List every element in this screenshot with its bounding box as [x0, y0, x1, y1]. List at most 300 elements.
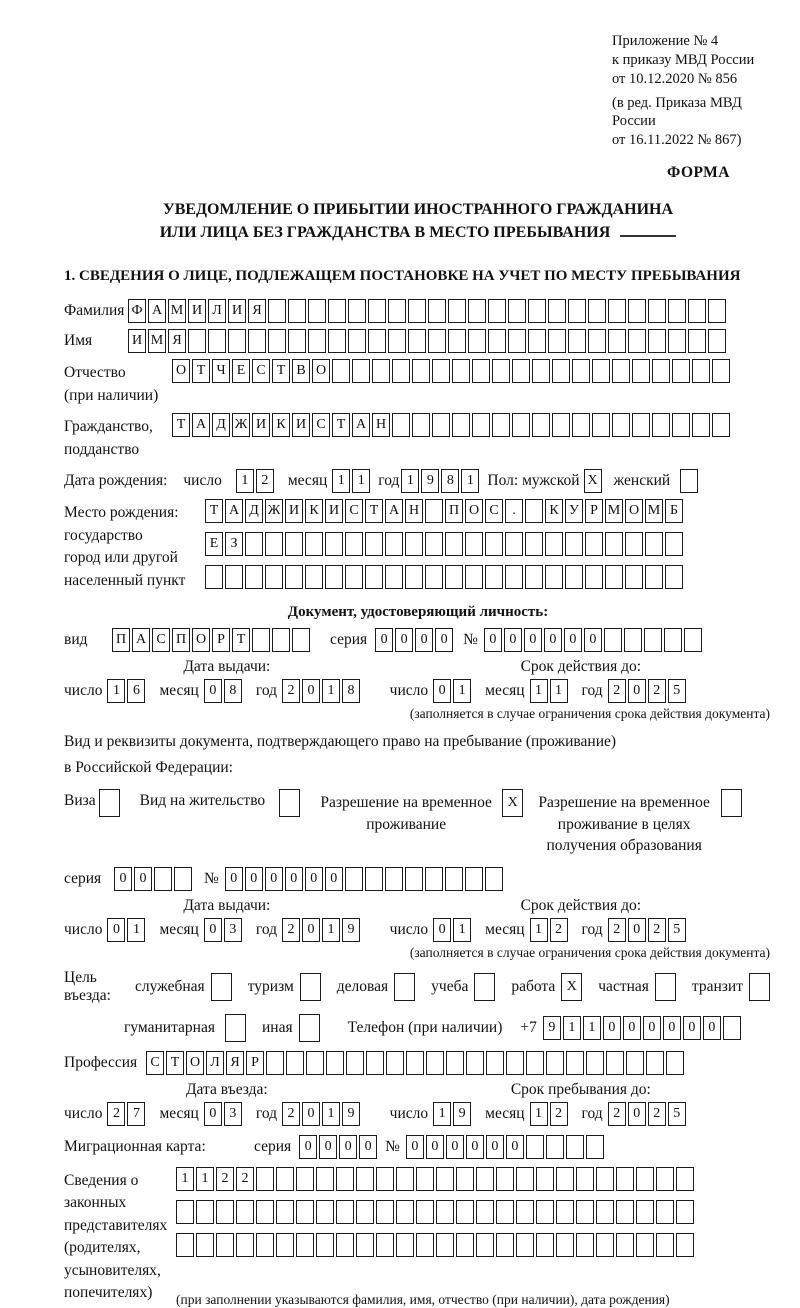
char-box[interactable]: 1 — [236, 469, 254, 493]
char-box[interactable]: 3 — [224, 1102, 242, 1126]
char-box[interactable] — [525, 532, 543, 556]
char-box[interactable]: 0 — [265, 867, 283, 891]
char-box[interactable]: 2 — [282, 679, 300, 703]
char-box[interactable]: С — [345, 499, 363, 523]
char-box[interactable] — [512, 413, 530, 437]
char-box[interactable] — [325, 532, 343, 556]
char-box[interactable] — [265, 565, 283, 589]
char-box[interactable] — [196, 1233, 214, 1257]
char-box[interactable] — [396, 1167, 414, 1191]
char-box[interactable] — [646, 1051, 664, 1075]
option-residence-permit-checkbox[interactable] — [279, 789, 300, 817]
char-box[interactable] — [632, 359, 650, 383]
char-box[interactable]: 1 — [196, 1167, 214, 1191]
char-box[interactable]: М — [645, 499, 663, 523]
char-box[interactable]: И — [128, 329, 146, 353]
char-box[interactable] — [326, 1051, 344, 1075]
char-box[interactable] — [568, 329, 586, 353]
option-visa-checkbox[interactable] — [99, 789, 120, 817]
char-box[interactable] — [628, 329, 646, 353]
char-box[interactable] — [552, 359, 570, 383]
char-box[interactable] — [585, 532, 603, 556]
char-box[interactable]: 1 — [176, 1167, 194, 1191]
char-box[interactable] — [345, 565, 363, 589]
char-box[interactable] — [548, 299, 566, 323]
char-box[interactable]: 0 — [623, 1016, 641, 1040]
char-box[interactable] — [616, 1167, 634, 1191]
char-box[interactable] — [296, 1167, 314, 1191]
char-box[interactable] — [626, 1051, 644, 1075]
char-box[interactable] — [316, 1167, 334, 1191]
char-box[interactable]: 2 — [282, 918, 300, 942]
char-box[interactable]: 1 — [530, 679, 548, 703]
option-temp-residence-checkbox[interactable]: X — [502, 789, 523, 817]
char-box[interactable]: А — [192, 413, 210, 437]
char-box[interactable] — [405, 532, 423, 556]
char-box[interactable] — [352, 359, 370, 383]
char-box[interactable] — [388, 329, 406, 353]
char-box[interactable] — [508, 329, 526, 353]
char-box[interactable] — [466, 1051, 484, 1075]
char-box[interactable]: П — [172, 628, 190, 652]
char-box[interactable] — [676, 1200, 694, 1224]
char-box[interactable]: 1 — [453, 918, 471, 942]
char-box[interactable] — [405, 565, 423, 589]
char-box[interactable] — [432, 413, 450, 437]
char-box[interactable] — [476, 1233, 494, 1257]
char-box[interactable]: 0 — [285, 867, 303, 891]
char-box[interactable] — [645, 532, 663, 556]
char-box[interactable]: Т — [172, 413, 190, 437]
char-box[interactable]: 1 — [332, 469, 350, 493]
char-box[interactable] — [216, 1200, 234, 1224]
char-box[interactable] — [376, 1200, 394, 1224]
char-box[interactable] — [445, 867, 463, 891]
char-box[interactable] — [488, 299, 506, 323]
char-box[interactable] — [688, 299, 706, 323]
char-box[interactable]: 0 — [225, 867, 243, 891]
char-box[interactable] — [648, 299, 666, 323]
char-box[interactable] — [286, 1051, 304, 1075]
char-box[interactable] — [276, 1200, 294, 1224]
char-box[interactable] — [616, 1233, 634, 1257]
char-box[interactable]: 2 — [282, 1102, 300, 1126]
char-box[interactable]: Д — [245, 499, 263, 523]
char-box[interactable] — [485, 867, 503, 891]
char-box[interactable] — [668, 299, 686, 323]
char-box[interactable] — [688, 329, 706, 353]
char-box[interactable]: 2 — [256, 469, 274, 493]
char-box[interactable] — [328, 329, 346, 353]
char-box[interactable] — [556, 1233, 574, 1257]
char-box[interactable]: 2 — [608, 918, 626, 942]
char-box[interactable] — [248, 329, 266, 353]
char-box[interactable]: М — [148, 329, 166, 353]
char-box[interactable] — [365, 867, 383, 891]
char-box[interactable]: 2 — [648, 918, 666, 942]
char-box[interactable] — [265, 532, 283, 556]
char-box[interactable] — [485, 565, 503, 589]
char-box[interactable]: 0 — [325, 867, 343, 891]
char-box[interactable] — [376, 1167, 394, 1191]
char-box[interactable]: Т — [232, 628, 250, 652]
char-box[interactable]: 9 — [342, 918, 360, 942]
purpose-transit-checkbox[interactable] — [749, 973, 770, 1001]
char-box[interactable] — [428, 299, 446, 323]
char-box[interactable]: О — [312, 359, 330, 383]
char-box[interactable] — [656, 1200, 674, 1224]
char-box[interactable]: 0 — [204, 679, 222, 703]
char-box[interactable]: 0 — [628, 679, 646, 703]
char-box[interactable]: С — [252, 359, 270, 383]
char-box[interactable] — [592, 413, 610, 437]
purpose-humanitarian-checkbox[interactable] — [225, 1014, 246, 1042]
char-box[interactable] — [608, 329, 626, 353]
char-box[interactable] — [546, 1135, 564, 1159]
char-box[interactable]: 9 — [543, 1016, 561, 1040]
char-box[interactable] — [472, 413, 490, 437]
char-box[interactable] — [566, 1051, 584, 1075]
char-box[interactable]: 5 — [668, 679, 686, 703]
char-box[interactable]: С — [152, 628, 170, 652]
char-box[interactable] — [586, 1051, 604, 1075]
char-box[interactable]: Д — [212, 413, 230, 437]
char-box[interactable]: 2 — [216, 1167, 234, 1191]
char-box[interactable] — [665, 532, 683, 556]
char-box[interactable] — [272, 628, 290, 652]
char-box[interactable]: Л — [206, 1051, 224, 1075]
char-box[interactable] — [345, 532, 363, 556]
char-box[interactable]: 2 — [608, 679, 626, 703]
char-box[interactable] — [625, 565, 643, 589]
char-box[interactable]: Е — [232, 359, 250, 383]
char-box[interactable]: 0 — [107, 918, 125, 942]
char-box[interactable] — [416, 1233, 434, 1257]
char-box[interactable] — [588, 329, 606, 353]
char-box[interactable] — [268, 299, 286, 323]
char-box[interactable] — [276, 1167, 294, 1191]
char-box[interactable]: 0 — [564, 628, 582, 652]
char-box[interactable] — [676, 1167, 694, 1191]
char-box[interactable] — [426, 1051, 444, 1075]
char-box[interactable] — [676, 1233, 694, 1257]
char-box[interactable] — [412, 359, 430, 383]
char-box[interactable] — [425, 532, 443, 556]
char-box[interactable] — [665, 565, 683, 589]
char-box[interactable] — [268, 329, 286, 353]
char-box[interactable] — [296, 1233, 314, 1257]
char-box[interactable] — [396, 1200, 414, 1224]
char-box[interactable]: У — [565, 499, 583, 523]
char-box[interactable]: Ж — [265, 499, 283, 523]
char-box[interactable] — [316, 1200, 334, 1224]
char-box[interactable] — [445, 565, 463, 589]
char-box[interactable] — [648, 329, 666, 353]
char-box[interactable]: Е — [205, 532, 223, 556]
char-box[interactable] — [612, 359, 630, 383]
char-box[interactable] — [174, 867, 192, 891]
char-box[interactable] — [508, 299, 526, 323]
char-box[interactable]: Т — [205, 499, 223, 523]
char-box[interactable]: 0 — [663, 1016, 681, 1040]
char-box[interactable] — [406, 1051, 424, 1075]
char-box[interactable] — [308, 299, 326, 323]
char-box[interactable]: Т — [166, 1051, 184, 1075]
char-box[interactable] — [436, 1167, 454, 1191]
char-box[interactable] — [452, 413, 470, 437]
char-box[interactable]: 0 — [484, 628, 502, 652]
char-box[interactable]: 1 — [530, 1102, 548, 1126]
char-box[interactable] — [616, 1200, 634, 1224]
char-box[interactable] — [276, 1233, 294, 1257]
char-box[interactable] — [556, 1200, 574, 1224]
char-box[interactable]: Р — [585, 499, 603, 523]
char-box[interactable] — [468, 329, 486, 353]
char-box[interactable] — [345, 867, 363, 891]
char-box[interactable]: 0 — [426, 1135, 444, 1159]
char-box[interactable] — [336, 1233, 354, 1257]
char-box[interactable] — [576, 1200, 594, 1224]
char-box[interactable]: З — [225, 532, 243, 556]
sex-male-checkbox[interactable]: X — [584, 469, 602, 493]
char-box[interactable]: С — [312, 413, 330, 437]
char-box[interactable] — [546, 1051, 564, 1075]
char-box[interactable] — [456, 1200, 474, 1224]
char-box[interactable]: 5 — [668, 918, 686, 942]
purpose-official-checkbox[interactable] — [211, 973, 232, 1001]
char-box[interactable] — [668, 329, 686, 353]
char-box[interactable] — [376, 1233, 394, 1257]
char-box[interactable] — [565, 532, 583, 556]
char-box[interactable]: 0 — [628, 918, 646, 942]
char-box[interactable]: 0 — [643, 1016, 661, 1040]
char-box[interactable] — [436, 1233, 454, 1257]
char-box[interactable]: А — [225, 499, 243, 523]
char-box[interactable]: 1 — [322, 1102, 340, 1126]
char-box[interactable]: 2 — [608, 1102, 626, 1126]
char-box[interactable] — [652, 413, 670, 437]
char-box[interactable] — [576, 1167, 594, 1191]
char-box[interactable] — [545, 532, 563, 556]
option-temp-residence-education-checkbox[interactable] — [721, 789, 742, 817]
char-box[interactable]: 8 — [441, 469, 459, 493]
char-box[interactable]: 0 — [506, 1135, 524, 1159]
char-box[interactable] — [666, 1051, 684, 1075]
char-box[interactable] — [552, 413, 570, 437]
char-box[interactable] — [572, 413, 590, 437]
char-box[interactable] — [628, 299, 646, 323]
char-box[interactable] — [365, 532, 383, 556]
sex-female-checkbox[interactable] — [680, 469, 698, 493]
char-box[interactable]: Т — [272, 359, 290, 383]
char-box[interactable]: Т — [365, 499, 383, 523]
char-box[interactable] — [536, 1233, 554, 1257]
char-box[interactable] — [604, 628, 622, 652]
char-box[interactable] — [596, 1200, 614, 1224]
char-box[interactable] — [465, 532, 483, 556]
char-box[interactable] — [506, 1051, 524, 1075]
char-box[interactable] — [496, 1233, 514, 1257]
char-box[interactable] — [245, 565, 263, 589]
char-box[interactable]: Л — [208, 299, 226, 323]
purpose-private-checkbox[interactable] — [655, 973, 676, 1001]
char-box[interactable] — [205, 565, 223, 589]
char-box[interactable] — [636, 1167, 654, 1191]
char-box[interactable] — [328, 299, 346, 323]
char-box[interactable]: 0 — [395, 628, 413, 652]
char-box[interactable] — [285, 532, 303, 556]
char-box[interactable]: 0 — [406, 1135, 424, 1159]
char-box[interactable] — [465, 565, 483, 589]
char-box[interactable] — [612, 413, 630, 437]
char-box[interactable] — [225, 565, 243, 589]
char-box[interactable] — [565, 565, 583, 589]
char-box[interactable]: И — [188, 299, 206, 323]
char-box[interactable] — [624, 628, 642, 652]
char-box[interactable] — [505, 532, 523, 556]
char-box[interactable]: К — [305, 499, 323, 523]
char-box[interactable]: 0 — [415, 628, 433, 652]
char-box[interactable]: Т — [192, 359, 210, 383]
char-box[interactable] — [425, 867, 443, 891]
char-box[interactable]: С — [485, 499, 503, 523]
char-box[interactable] — [588, 299, 606, 323]
char-box[interactable]: И — [285, 499, 303, 523]
char-box[interactable] — [396, 1233, 414, 1257]
char-box[interactable] — [332, 359, 350, 383]
char-box[interactable] — [432, 359, 450, 383]
char-box[interactable]: . — [505, 499, 523, 523]
char-box[interactable]: Б — [665, 499, 683, 523]
char-box[interactable]: 0 — [204, 918, 222, 942]
char-box[interactable] — [528, 299, 546, 323]
char-box[interactable] — [525, 565, 543, 589]
char-box[interactable] — [545, 565, 563, 589]
char-box[interactable] — [208, 329, 226, 353]
char-box[interactable]: А — [132, 628, 150, 652]
char-box[interactable] — [488, 329, 506, 353]
char-box[interactable] — [446, 1051, 464, 1075]
char-box[interactable] — [692, 359, 710, 383]
char-box[interactable]: 0 — [486, 1135, 504, 1159]
char-box[interactable]: 1 — [352, 469, 370, 493]
char-box[interactable]: О — [186, 1051, 204, 1075]
char-box[interactable]: О — [172, 359, 190, 383]
char-box[interactable] — [606, 1051, 624, 1075]
char-box[interactable] — [625, 532, 643, 556]
char-box[interactable]: И — [292, 413, 310, 437]
char-box[interactable]: 2 — [107, 1102, 125, 1126]
char-box[interactable]: 0 — [435, 628, 453, 652]
char-box[interactable]: 1 — [322, 679, 340, 703]
char-box[interactable]: 1 — [433, 1102, 451, 1126]
char-box[interactable] — [288, 299, 306, 323]
char-box[interactable] — [445, 532, 463, 556]
char-box[interactable]: И — [252, 413, 270, 437]
char-box[interactable]: М — [605, 499, 623, 523]
char-box[interactable] — [636, 1200, 654, 1224]
char-box[interactable] — [305, 565, 323, 589]
char-box[interactable]: О — [192, 628, 210, 652]
char-box[interactable] — [585, 565, 603, 589]
char-box[interactable] — [605, 565, 623, 589]
char-box[interactable]: 7 — [127, 1102, 145, 1126]
char-box[interactable]: Ж — [232, 413, 250, 437]
char-box[interactable]: О — [625, 499, 643, 523]
char-box[interactable] — [256, 1233, 274, 1257]
char-box[interactable] — [608, 299, 626, 323]
char-box[interactable] — [306, 1051, 324, 1075]
char-box[interactable] — [472, 359, 490, 383]
char-box[interactable]: Р — [212, 628, 230, 652]
char-box[interactable]: 0 — [603, 1016, 621, 1040]
char-box[interactable]: 0 — [524, 628, 542, 652]
char-box[interactable]: 1 — [127, 918, 145, 942]
char-box[interactable] — [492, 413, 510, 437]
char-box[interactable] — [288, 329, 306, 353]
char-box[interactable] — [525, 499, 543, 523]
char-box[interactable] — [216, 1233, 234, 1257]
char-box[interactable] — [528, 329, 546, 353]
char-box[interactable]: 0 — [204, 1102, 222, 1126]
char-box[interactable]: 1 — [401, 469, 419, 493]
char-box[interactable] — [516, 1200, 534, 1224]
char-box[interactable]: И — [228, 299, 246, 323]
char-box[interactable] — [656, 1233, 674, 1257]
char-box[interactable] — [416, 1200, 434, 1224]
char-box[interactable] — [536, 1167, 554, 1191]
char-box[interactable] — [496, 1200, 514, 1224]
char-box[interactable]: С — [146, 1051, 164, 1075]
char-box[interactable] — [572, 359, 590, 383]
char-box[interactable]: 1 — [453, 679, 471, 703]
char-box[interactable] — [516, 1167, 534, 1191]
char-box[interactable] — [336, 1167, 354, 1191]
char-box[interactable]: П — [112, 628, 130, 652]
char-box[interactable]: 0 — [359, 1135, 377, 1159]
char-box[interactable] — [684, 628, 702, 652]
purpose-other-checkbox[interactable] — [299, 1014, 320, 1042]
char-box[interactable]: 9 — [342, 1102, 360, 1126]
char-box[interactable] — [285, 565, 303, 589]
char-box[interactable] — [366, 1051, 384, 1075]
char-box[interactable]: Я — [168, 329, 186, 353]
char-box[interactable] — [408, 299, 426, 323]
char-box[interactable] — [596, 1167, 614, 1191]
char-box[interactable] — [656, 1167, 674, 1191]
char-box[interactable]: 8 — [224, 679, 242, 703]
char-box[interactable]: 0 — [319, 1135, 337, 1159]
char-box[interactable] — [408, 329, 426, 353]
char-box[interactable] — [644, 628, 662, 652]
char-box[interactable] — [448, 299, 466, 323]
purpose-work-checkbox[interactable]: X — [561, 973, 582, 1001]
char-box[interactable] — [512, 359, 530, 383]
char-box[interactable]: Ф — [128, 299, 146, 323]
char-box[interactable] — [526, 1135, 544, 1159]
char-box[interactable]: 9 — [421, 469, 439, 493]
char-box[interactable]: 0 — [134, 867, 152, 891]
char-box[interactable] — [556, 1167, 574, 1191]
char-box[interactable]: 0 — [302, 1102, 320, 1126]
char-box[interactable] — [465, 867, 483, 891]
char-box[interactable]: Н — [405, 499, 423, 523]
char-box[interactable] — [505, 565, 523, 589]
char-box[interactable] — [632, 413, 650, 437]
char-box[interactable]: 0 — [504, 628, 522, 652]
char-box[interactable]: 1 — [550, 679, 568, 703]
char-box[interactable] — [385, 532, 403, 556]
